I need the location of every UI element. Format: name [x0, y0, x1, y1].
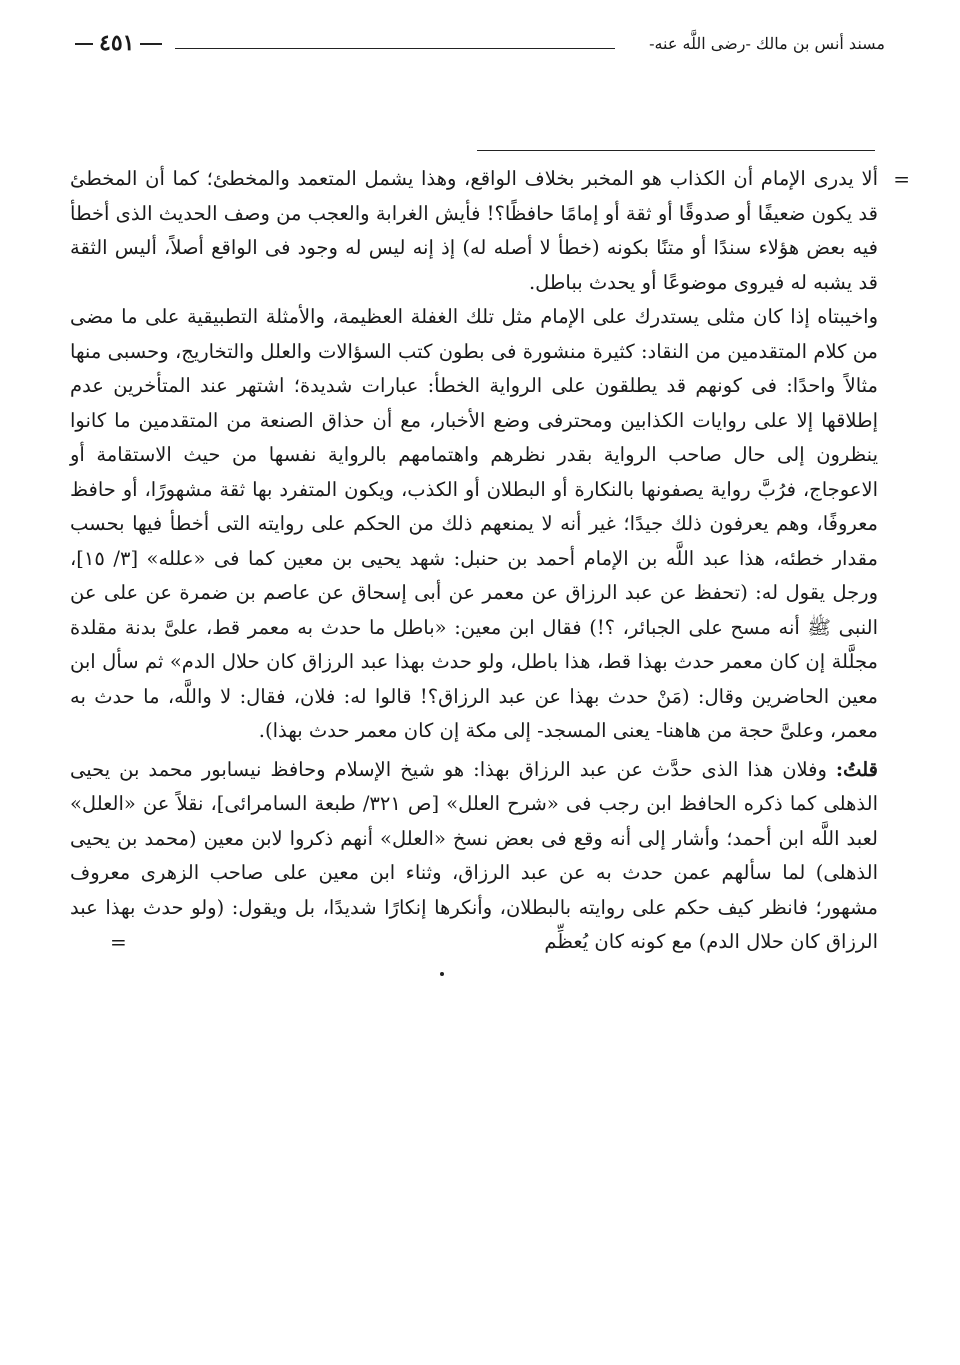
footnote-body [70, 162, 910, 960]
paragraph-2: واخيبتاه إذا كان مثلى يستدرك على الإمام مثل تلك الغفلة العظيمة، والأمثلة التطبيقية على ما مضى من كلام المتقدمين من النقاد: كثيرة منشورة فى بطون كتب السؤالات والعلل والتخاريج، وحسبى منها مثالاً واحدًا: فى كونهم قد يطلقون على الرواية الخطأ: عبارات شديدة؛ اشتهر عند المتأخرين عدم إطلاقها إلا على روايات الكذابين ومحترفى وضع الأخبار، مع أن حذاق الصنعة من المتقدمين ما كانوا ينظرون إلى حال صاحب الرواية بقدر نظرهم واهتمامهم بالرواية نفسها من حيث الاستقامة أو الاعوجاج، فرُبَّ رواية يصفونها بالنكارة أو البطلان أو الكذب، ويكون المتفرد بها ثقة مشهورًا، أو حافظ معروفًا، وهم يعرفون ذلك جيدًا؛ غير أنه لا يمنعهم ذلك من الحكم على روايته التى أخطأ فيها بحسب مقدار خطئه، هذا عبد اللَّه بن الإمام أحمد بن حنبل: شهد يحيى بن معين كما فى «علله» [٣/ ١٥]، ورجل يقول له: (تحفظ عن عبد الرزاق عن معمر عن أبى إسحاق عن عاصم بن ضمرة عن على عن النبى ﷺ أنه مسح على الجبائر، ؟!) فقال ابن معين: «باطل ما حدث به معمر قط، علىَّ بدنة مقلدة مجلَّلة إن كان معمر حدث بهذا قط، هذا باطل، ولو حدث بهذا عبد الرزاق كان حلال الدم» ثم سأل ابن معين الحاضرين وقال: (مَنْ حدث بهذا عن عبد الرزاق؟! قالوا له: فلان، فقال: لا واللَّه، ما حدث به معمر، وعلىَّ حجة من هاهنا- يعنى المسجد- إلى مكة إن كان معمر حدث بهذا). [70, 305, 878, 742]
stray-dot [440, 972, 444, 976]
paragraph-3-lead: قلتُ: [835, 757, 878, 781]
paragraph-3-text: وفلان هذا الذى حدَّث عن عبد الرزاق بهذا: هو شيخ الإسلام وحافظ نيسابور محمد بن يحيى الذهلى كما ذكره الحافظ ابن رجب فى «شرح العلل» [ص ٣٢١/ طبعة السامرائى]، نقلاً عن «العلل» لعبد اللَّه ابن أحمد؛ وأشار إلى أنه وقع فى بعض نسخ «العلل» أنهم ذكروا لابن معين (محمد بن يحيى الذهلى) لما سألهم عمن حدث به عن عبد الرزاق، وثناء ابن معين على صاحب الزهرى معروف مشهور؛ فانظر كيف حكم على روايته بالبطلان، وأنكرها إنكارًا شديدًا، بل ويقول: (ولو حدث بهذا عبد الرزاق كان حلال الدم) مع كونه كان يُعظِّم [70, 757, 878, 953]
paragraph-3 [70, 753, 878, 960]
end-continuation-marker: = [110, 930, 127, 954]
footnote-separator [477, 150, 875, 151]
page-number: ٤٥١ [75, 30, 162, 56]
continued-paragraph [70, 162, 910, 300]
running-header [75, 30, 885, 62]
continued-text: ألا يدرى الإمام أن الكذاب هو المخبر بخلاف الواقع، وهذا يشمل المتعمد والمخطئ؛ كما أن المخطئ قد يكون ضعيفًا أو صدوقًا أو ثقة أو إمامًا حافظًا؟! فأيش الغرابة والعجب من وصف الحديث الذى أخطأ فيه بعض هؤلاء سندًا أو متنًا بكونه (خطأ لا أصله له) إذ إنه ليس له وجود فى الواقع أصلاً، أليس الثقة قد يشبه له فيروى موضوعًا أو يحدث بباطل. [70, 167, 878, 294]
header-title: مسند أنس بن مالك -رضى اللَّه عنه- [649, 34, 885, 53]
continuation-marker: = [893, 167, 910, 191]
header-rule [175, 48, 615, 49]
